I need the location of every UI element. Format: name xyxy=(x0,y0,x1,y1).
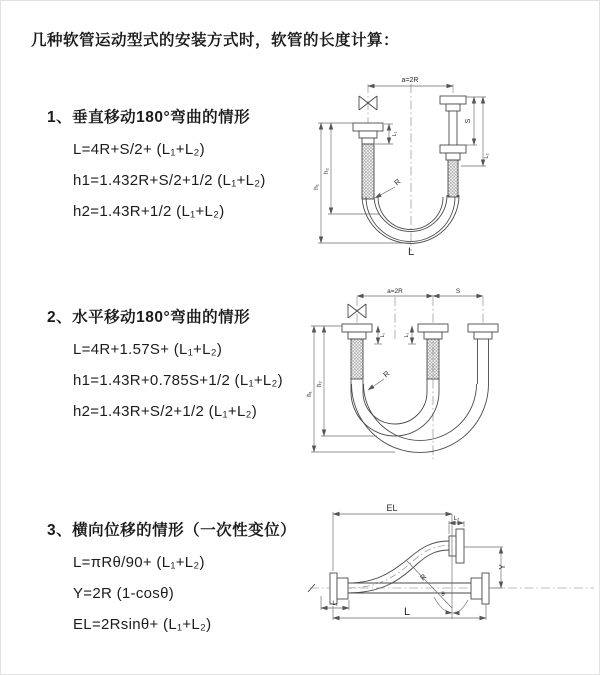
hose-u-bend xyxy=(362,195,459,244)
braided-hose-middle xyxy=(427,339,439,379)
dim-label-l1: L₁ xyxy=(392,131,398,137)
section-3 xyxy=(47,518,296,633)
sec3-formula-EL: EL=2Rsinθ+ (L₁+L₂) xyxy=(73,616,212,633)
middle-pipe-flange xyxy=(418,324,448,379)
dim-label-r: R xyxy=(418,572,429,583)
dim-r xyxy=(368,369,392,390)
dim-label-theta: θ xyxy=(441,592,445,598)
dim-label-l1: L₁ xyxy=(380,332,386,338)
left-pipe-flange xyxy=(353,123,383,199)
braided-hose-right xyxy=(448,160,458,197)
centerlines xyxy=(368,84,453,251)
dim-label-l2: L₂ xyxy=(453,516,460,522)
sec2-formula-h1: h1=1.43R+0.785S+1/2 (L₁+L₂) xyxy=(73,372,283,389)
upper-flange xyxy=(449,529,464,563)
dim-r-and-angle xyxy=(407,561,468,613)
dim-a2r xyxy=(368,77,453,86)
dim-label-r: R xyxy=(381,368,392,380)
dim-l-total xyxy=(333,604,486,620)
dim-label-l-total: L xyxy=(403,606,411,618)
dim-s xyxy=(433,288,483,296)
dim-label-a2r: a=2R xyxy=(387,288,403,295)
dim-label-s: S xyxy=(455,288,461,295)
left-flange xyxy=(330,573,348,604)
dim-label-h2: h₂ xyxy=(317,381,323,387)
section-3-heading: 3、横向位移的情形（一次性变位） xyxy=(47,522,297,539)
sec1-formula-L: L=4R+S/2+ (L₁+L₂) xyxy=(73,141,205,158)
sec1-formula-h1: h1=1.432R+S/2+1/2 (L₁+L₂) xyxy=(73,172,266,189)
dim-label-r: R xyxy=(392,176,403,188)
dim-label-s: S xyxy=(465,118,472,124)
right-flange xyxy=(471,573,489,604)
centerlines xyxy=(357,297,483,459)
page-title: 几种软管运动型式的安装方式时，软管的长度计算： xyxy=(31,32,400,49)
sec1-formula-h2: h2=1.43R+1/2 (L₁+L₂) xyxy=(73,203,225,220)
sec2-formula-L: L=4R+1.57S+ (L₁+L₂) xyxy=(73,341,223,358)
section-2-heading: 2、水平移动180°弯曲的情形 xyxy=(47,309,251,326)
dim-label-h1: h₁ xyxy=(313,184,320,190)
dim-label-h2: h₂ xyxy=(323,167,330,175)
sec3-formula-L: L=πRθ/90+ (L₁+L₂) xyxy=(73,554,205,571)
dim-l2 xyxy=(461,97,490,166)
dim-r xyxy=(375,177,403,198)
dim-label-a2r: a=2R xyxy=(401,77,419,84)
sec3-formula-Y: Y=2R (1-cosθ) xyxy=(73,585,175,602)
dim-label-el: EL xyxy=(386,503,398,513)
dim-label-l1: L₁ xyxy=(332,601,338,607)
left-pipe-flange xyxy=(342,324,372,379)
dim-h2 xyxy=(317,326,377,436)
dim-a2r xyxy=(357,288,433,296)
dim-el xyxy=(333,503,452,571)
section-1 xyxy=(47,105,266,220)
dim-l2 xyxy=(404,326,416,344)
dim-label-l2: L₂ xyxy=(484,153,490,159)
displaced-hose-curve xyxy=(348,541,449,593)
right-pipe-flange xyxy=(468,324,498,384)
diagram-horizontal-180-bend xyxy=(302,284,600,471)
braided-hose-left xyxy=(362,144,374,199)
section-1-heading: 1、垂直移动180°弯曲的情形 xyxy=(47,109,251,126)
right-pipe-flanges xyxy=(440,96,466,197)
section-2 xyxy=(47,305,283,420)
dim-label-l-total: L xyxy=(407,246,415,258)
diagram-lateral-displacement xyxy=(304,501,600,653)
sec2-formula-h2: h2=1.43R+S/2+1/2 (L₁+L₂) xyxy=(73,403,258,420)
dim-label-y: Y xyxy=(498,564,507,570)
dim-label-l2: L₂ xyxy=(404,332,410,338)
hose-u-bend-moved xyxy=(352,384,489,452)
braided-hose-left xyxy=(351,339,363,379)
hose-u-bend-original xyxy=(351,379,439,436)
dim-label-h1: h₁ xyxy=(307,391,313,397)
diagram-vertical-180-bend xyxy=(307,71,594,258)
dim-l1 xyxy=(374,326,386,344)
